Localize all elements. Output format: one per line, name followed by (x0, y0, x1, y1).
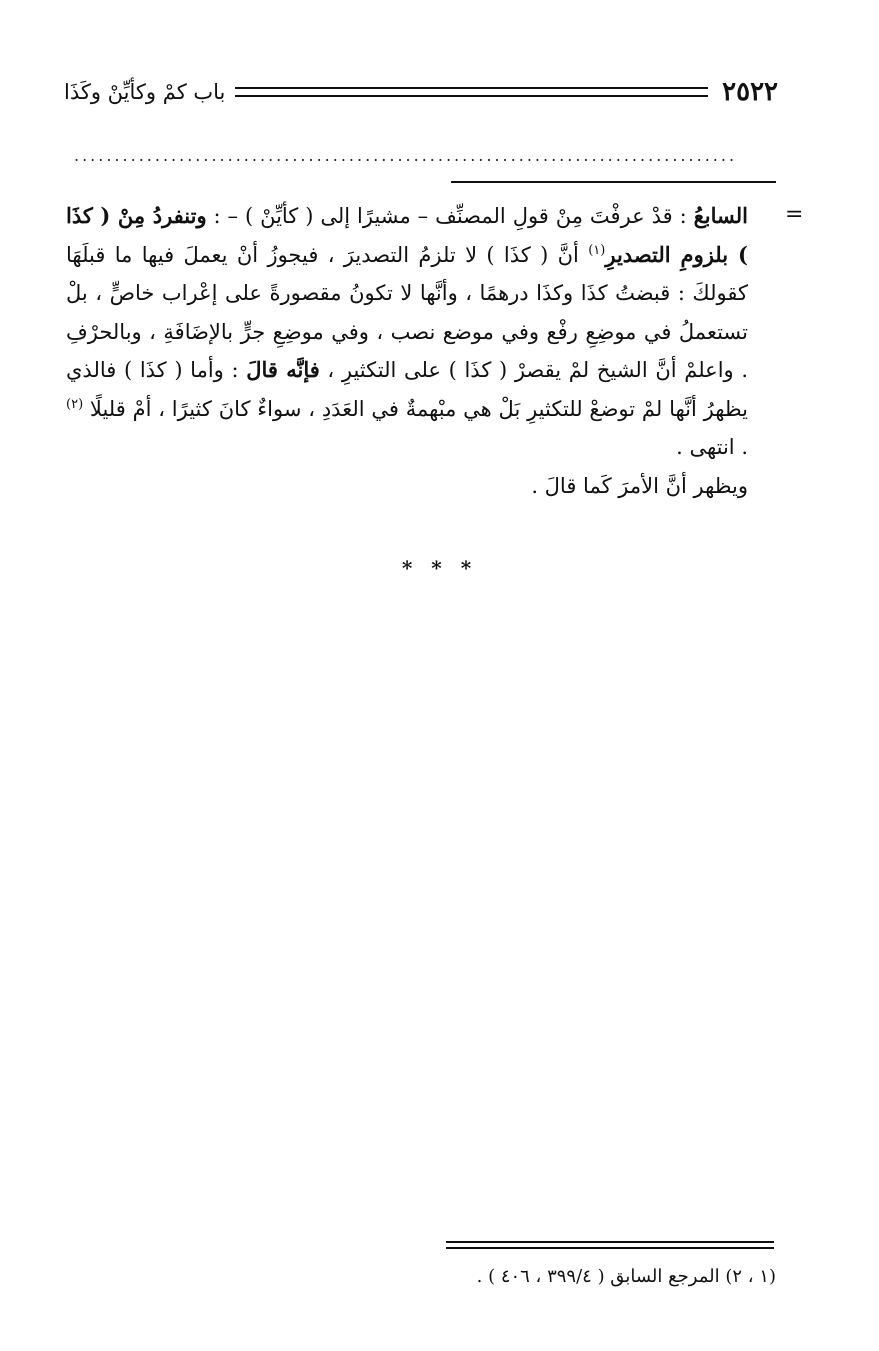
quoted-bold-text: وتنفردُ مِنْ ( كذَا ) بلزومِ التصديرِ (66, 203, 748, 267)
chapter-title: باب كمْ وكأيِّنْ وكَذَا (64, 80, 226, 104)
separator-rule (451, 181, 776, 183)
footnote: (١ ، ٢) المرجع السابق ( ٣٩٩/٤ ، ٤٠٦ ) . (476, 1266, 776, 1287)
page-header (64, 72, 778, 112)
paragraph-2: ويظهر أنَّ الأمرَ كَما قالَ . (531, 473, 748, 498)
section-break-stars: * * * (401, 556, 478, 580)
text-segment: : وأما ( كذَا ) فالذي يظهرُ أنَّها لمْ توضعْ للتكثيرِ بَلْ هي مبْهمةٌ في العَدَدِ ، سواءٌ كانَ كثيرًا ، أمْ قليلًا (66, 358, 748, 421)
body-text (66, 197, 778, 505)
quoted-bold-text: فإنَّه قالَ (246, 357, 320, 382)
footnote-ref-2[interactable]: (٢) (66, 396, 84, 412)
page-number: ٢٥٢٢ (722, 77, 778, 107)
continuation-mark: = (785, 202, 804, 227)
footnote-rule (446, 1241, 774, 1249)
footnote-ref-1[interactable]: (١) (588, 242, 606, 258)
header-double-rule (235, 87, 708, 97)
paragraph-1 (66, 197, 778, 467)
point-label: السابعُ (693, 203, 749, 228)
separator-dots: .................................................................................. (74, 146, 738, 165)
text-segment: أنَّ ( كذَا ) لا تلزمُ التصديرَ ، فيجوزُ أنْ يعملَ فيها ما قبلَهَا كقولكَ : قبضتُ كذَا وكذَا درهمًا ، وأنَّها لا تكونُ مقصورةً على إعْراب خاصٍّ ، بلْ تستعملُ في موضِعِ رفْع وفي موضع نصب ، وفي موضِعِ جرٍّ بالإضَافَةِ ، وبالحرْفِ . واعلمْ أنَّ الشيخ لمْ يقصرْ ( كذَا ) على التكثيرِ ، (66, 242, 749, 382)
text-segment: : قدْ عرفْتَ مِنْ قولِ المصنِّف – مشيرًا إلى ( كأيِّنْ ) – : (206, 204, 694, 228)
text-segment: . انتهى . (676, 435, 748, 459)
